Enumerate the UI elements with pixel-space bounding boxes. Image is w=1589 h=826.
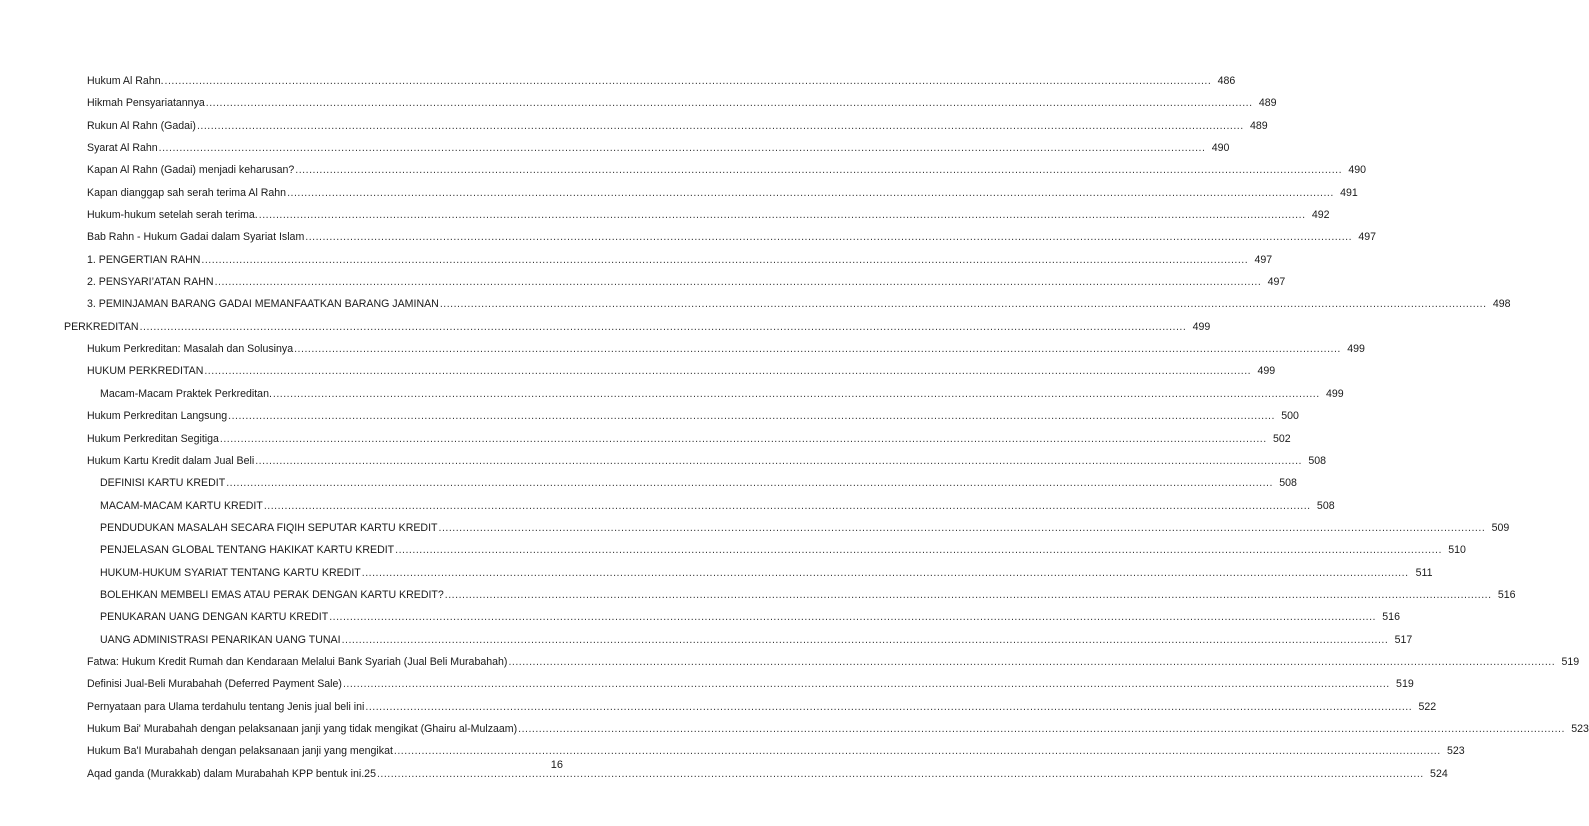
dot-leader (201, 249, 1248, 271)
toc-entry-title: Kapan Al Rahn (Gadai) menjadi keharusan? (87, 164, 295, 177)
toc-entry-title: Fatwa: Hukum Kredit Rumah dan Kendaraan Melalui Bank Syariah (Jual Beli Murabahah) (87, 655, 508, 668)
toc-entry[interactable] (0, 539, 1466, 561)
toc-entry-title: Rukun Al Rahn (Gadai) (87, 119, 196, 132)
toc-entry[interactable] (0, 249, 1273, 271)
dot-leader (343, 673, 1390, 695)
toc-entry-title: PERKREDITAN (64, 320, 139, 333)
toc-entry-title: Hukum-hukum setelah serah terima. (87, 209, 258, 222)
toc-entry-page: 499 (1192, 320, 1211, 333)
toc-entry[interactable] (0, 606, 1400, 628)
dot-leader (294, 338, 1341, 360)
toc-entry[interactable] (0, 517, 1510, 539)
toc-entry-page: 492 (1311, 209, 1330, 222)
toc-entry[interactable] (0, 562, 1433, 584)
dot-leader (439, 517, 1486, 539)
toc-entry-page: 489 (1258, 97, 1277, 110)
toc-entry-page: 509 (1491, 521, 1510, 534)
toc-entry-title: Hukum Al Rahn. (87, 75, 164, 87)
toc-entry[interactable] (0, 651, 1580, 673)
toc-entry-title: Hukum Perkreditan: Masalah dan Solusinya (87, 343, 294, 356)
dot-leader (362, 562, 1409, 584)
dot-leader (206, 92, 1253, 114)
toc-entry-title: PENUKARAN UANG DENGAN KARTU KREDIT (100, 611, 329, 624)
toc-entry[interactable] (0, 182, 1358, 204)
toc-entry[interactable] (0, 70, 1236, 92)
dot-leader (215, 271, 1262, 293)
dot-leader (395, 539, 1442, 561)
toc-entry-title: DEFINISI KARTU KREDIT (100, 477, 226, 490)
toc-entry[interactable] (0, 696, 1437, 718)
toc-entry-page: 508 (1316, 499, 1335, 512)
toc-entry[interactable] (0, 718, 1589, 740)
toc-entry-page: 516 (1497, 588, 1516, 601)
toc-entry[interactable] (0, 316, 1211, 338)
toc-entry-title: HUKUM PERKREDITAN (87, 365, 204, 378)
toc-entry-page: 523 (1447, 745, 1465, 758)
toc-entry[interactable] (0, 450, 1326, 472)
toc-entry-page: 499 (1257, 365, 1276, 378)
toc-entry-title: PENJELASAN GLOBAL TENTANG HAKIKAT KARTU KREDIT (100, 544, 395, 557)
toc-entry[interactable] (0, 428, 1291, 450)
toc-entry-page: 524 (1430, 767, 1448, 780)
toc-entry-page: 522 (1418, 700, 1437, 713)
toc-entry-title: Aqad ganda (Murakkab) dalam Murabahah KPP bentuk ini.25 (87, 767, 376, 780)
toc-entry-page: 519 (1396, 678, 1414, 691)
toc-entry[interactable] (0, 472, 1297, 494)
dot-leader (342, 629, 1389, 651)
toc-entry-title: Hukum Ba'I Murabahah dengan pelaksanaan janji yang mengikat (87, 745, 393, 758)
toc-entry-title: 2. PENSYARI’ATAN RAHN (87, 276, 214, 289)
toc-entry-title: HUKUM-HUKUM SYARIAT TENTANG KARTU KREDIT (100, 566, 361, 579)
toc-entry-title: Pernyataan para Ulama terdahulu tentang Jenis jual beli ini (87, 700, 365, 713)
dot-leader (228, 405, 1275, 427)
toc-entry-title: Hukum Kartu Kredit dalam Jual Beli (87, 454, 255, 467)
toc-entry-page: 499 (1347, 343, 1365, 356)
toc-entry-page: 486 (1217, 75, 1236, 87)
toc-entry-page: 498 (1492, 298, 1511, 311)
dot-leader (508, 651, 1555, 673)
dot-leader (165, 70, 1212, 92)
toc-entry-title: Syarat Al Rahn (87, 142, 158, 155)
dot-leader (259, 204, 1306, 226)
toc-entry-page: 490 (1348, 164, 1367, 177)
toc-entry-page: 497 (1358, 231, 1377, 244)
toc-entry-page: 517 (1394, 633, 1413, 646)
toc-entry[interactable] (0, 293, 1511, 315)
toc-entry-page: 516 (1382, 611, 1400, 624)
dot-leader (220, 428, 1267, 450)
dot-leader (329, 606, 1376, 628)
toc-entry-page: 510 (1448, 544, 1466, 557)
dot-leader (255, 450, 1302, 472)
toc-entry[interactable] (0, 92, 1277, 114)
toc-entry-page: 491 (1340, 186, 1358, 199)
toc-entry-page: 508 (1279, 477, 1297, 490)
toc-entry-title: 3. PEMINJAMAN BARANG GADAI MEMANFAATKAN BARANG JAMINAN (87, 298, 439, 311)
toc-entry-title: Kapan dianggap sah serah terima Al Rahn (87, 186, 287, 199)
toc-entry-page: 497 (1267, 276, 1286, 289)
toc-entry-page: 500 (1281, 410, 1299, 423)
toc-entry-title: PENDUDUKAN MASALAH SECARA FIQIH SEPUTAR KARTU KREDIT (100, 521, 438, 534)
page-number: 16 (550, 759, 563, 771)
toc-entry[interactable] (0, 226, 1377, 248)
toc-entry[interactable] (0, 360, 1276, 382)
dot-leader (377, 763, 1424, 785)
dot-leader (226, 472, 1273, 494)
toc-entry[interactable] (0, 405, 1299, 427)
dot-leader (440, 293, 1487, 315)
toc-entry[interactable] (0, 338, 1365, 360)
toc-entry-page: 490 (1211, 142, 1230, 155)
toc-entry[interactable] (0, 673, 1414, 695)
toc-entry[interactable] (0, 584, 1516, 606)
toc-entry[interactable] (0, 137, 1230, 159)
toc-entry-page: 511 (1415, 566, 1433, 579)
dot-leader (295, 159, 1342, 181)
dot-leader (264, 495, 1311, 517)
dot-leader (204, 360, 1251, 382)
toc-entry-title: Definisi Jual-Beli Murabahah (Deferred Payment Sale) (87, 678, 342, 691)
toc-entry-page: 508 (1308, 454, 1326, 467)
dot-leader (287, 182, 1334, 204)
toc-entry-title: UANG ADMINISTRASI PENARIKAN UANG TUNAI (100, 633, 341, 646)
dot-leader (197, 115, 1244, 137)
dot-leader (445, 584, 1492, 606)
toc-entry[interactable] (0, 159, 1367, 181)
dot-leader (140, 316, 1187, 338)
toc-entry[interactable] (0, 629, 1413, 651)
toc-entry-page: 502 (1272, 432, 1291, 445)
dot-leader (159, 137, 1206, 159)
dot-leader (273, 383, 1320, 405)
toc-entry-title: Hukum Perkreditan Segitiga (87, 432, 219, 445)
toc-entry-page: 489 (1250, 119, 1268, 132)
toc-entry[interactable] (0, 204, 1330, 226)
dot-leader (305, 226, 1352, 248)
toc-entry-page: 499 (1325, 387, 1344, 400)
toc-entry-page: 523 (1571, 722, 1589, 735)
toc-entry-title: Macam-Macam Praktek Perkreditan. (100, 387, 272, 400)
toc-entry-title: Hikmah Pensyariatannya (87, 97, 205, 110)
toc-entry[interactable] (0, 115, 1268, 137)
toc-entry-title: Hukum Bai' Murabahah dengan pelaksanaan janji yang tidak mengikat (Ghairu al-Mulzaam) (87, 722, 518, 735)
toc-entry[interactable] (0, 383, 1344, 405)
toc-entry-title: 1. PENGERTIAN RAHN (87, 253, 201, 266)
toc-entry-title: Bab Rahn - Hukum Gadai dalam Syariat Islam (87, 231, 305, 244)
toc-entry-title: BOLEHKAN MEMBELI EMAS ATAU PERAK DENGAN KARTU KREDIT? (100, 588, 444, 601)
toc-entry-page: 519 (1561, 655, 1580, 668)
table-of-contents (0, 70, 1589, 785)
toc-entry-title: Hukum Perkreditan Langsung (87, 410, 228, 423)
dot-leader (518, 718, 1565, 740)
toc-entry-page: 497 (1254, 253, 1273, 266)
dot-leader (365, 696, 1412, 718)
toc-entry[interactable] (0, 495, 1335, 517)
toc-entry[interactable] (0, 271, 1286, 293)
toc-entry-title: MACAM-MACAM KARTU KREDIT (100, 499, 263, 512)
